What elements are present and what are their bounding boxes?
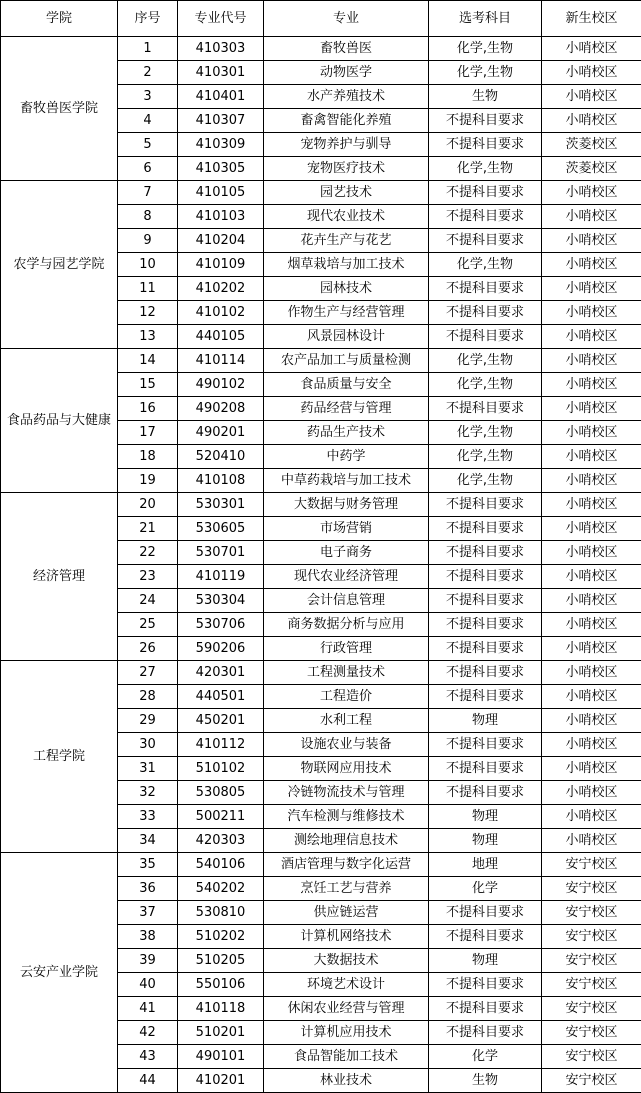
subjects-cell: 化学,生物 bbox=[429, 37, 542, 61]
major-cell: 水利工程 bbox=[264, 709, 429, 733]
major-cell: 测绘地理信息技术 bbox=[264, 829, 429, 853]
campus-cell: 小哨校区 bbox=[542, 541, 641, 565]
subjects-cell: 不提科目要求 bbox=[429, 493, 542, 517]
campus-cell: 小哨校区 bbox=[542, 37, 641, 61]
code-cell: 530304 bbox=[178, 589, 264, 613]
major-cell: 现代农业技术 bbox=[264, 205, 429, 229]
code-cell: 530701 bbox=[178, 541, 264, 565]
major-cell: 供应链运营 bbox=[264, 901, 429, 925]
code-cell: 490201 bbox=[178, 421, 264, 445]
campus-cell: 小哨校区 bbox=[542, 757, 641, 781]
index-cell: 18 bbox=[118, 445, 178, 469]
index-cell: 25 bbox=[118, 613, 178, 637]
index-cell: 40 bbox=[118, 973, 178, 997]
subjects-cell: 不提科目要求 bbox=[429, 685, 542, 709]
code-cell: 410112 bbox=[178, 733, 264, 757]
index-cell: 12 bbox=[118, 301, 178, 325]
subjects-cell: 化学,生物 bbox=[429, 61, 542, 85]
subjects-cell: 化学,生物 bbox=[429, 253, 542, 277]
header-subjects: 选考科目 bbox=[429, 1, 542, 37]
campus-cell: 小哨校区 bbox=[542, 637, 641, 661]
code-cell: 410109 bbox=[178, 253, 264, 277]
subjects-cell: 不提科目要求 bbox=[429, 973, 542, 997]
major-cell: 中草药栽培与加工技术 bbox=[264, 469, 429, 493]
subjects-cell: 不提科目要求 bbox=[429, 325, 542, 349]
code-cell: 410102 bbox=[178, 301, 264, 325]
table-row bbox=[1, 181, 641, 205]
campus-cell: 小哨校区 bbox=[542, 325, 641, 349]
campus-cell: 小哨校区 bbox=[542, 373, 641, 397]
campus-cell: 小哨校区 bbox=[542, 781, 641, 805]
code-cell: 550106 bbox=[178, 973, 264, 997]
index-cell: 19 bbox=[118, 469, 178, 493]
campus-cell: 小哨校区 bbox=[542, 493, 641, 517]
major-cell: 大数据与财务管理 bbox=[264, 493, 429, 517]
campus-cell: 安宁校区 bbox=[542, 1069, 641, 1093]
code-cell: 410103 bbox=[178, 205, 264, 229]
subjects-cell: 不提科目要求 bbox=[429, 613, 542, 637]
major-cell: 农产品加工与质量检测 bbox=[264, 349, 429, 373]
subjects-cell: 不提科目要求 bbox=[429, 661, 542, 685]
subjects-cell: 化学 bbox=[429, 877, 542, 901]
index-cell: 39 bbox=[118, 949, 178, 973]
campus-cell: 小哨校区 bbox=[542, 277, 641, 301]
table-row bbox=[1, 853, 641, 877]
major-cell: 水产养殖技术 bbox=[264, 85, 429, 109]
campus-cell: 安宁校区 bbox=[542, 925, 641, 949]
major-cell: 烟草栽培与加工技术 bbox=[264, 253, 429, 277]
index-cell: 38 bbox=[118, 925, 178, 949]
index-cell: 35 bbox=[118, 853, 178, 877]
code-cell: 540106 bbox=[178, 853, 264, 877]
subjects-cell: 不提科目要求 bbox=[429, 637, 542, 661]
code-cell: 410204 bbox=[178, 229, 264, 253]
subjects-cell: 不提科目要求 bbox=[429, 757, 542, 781]
major-cell: 药品经营与管理 bbox=[264, 397, 429, 421]
index-cell: 24 bbox=[118, 589, 178, 613]
index-cell: 6 bbox=[118, 157, 178, 181]
college-cell: 农学与园艺学院 bbox=[1, 181, 118, 349]
college-cell: 畜牧兽医学院 bbox=[1, 37, 118, 181]
campus-cell: 小哨校区 bbox=[542, 205, 641, 229]
campus-cell: 小哨校区 bbox=[542, 253, 641, 277]
college-cell: 云安产业学院 bbox=[1, 853, 118, 1093]
index-cell: 42 bbox=[118, 1021, 178, 1045]
subjects-cell: 化学,生物 bbox=[429, 421, 542, 445]
index-cell: 8 bbox=[118, 205, 178, 229]
code-cell: 590206 bbox=[178, 637, 264, 661]
code-cell: 440501 bbox=[178, 685, 264, 709]
subjects-cell: 地理 bbox=[429, 853, 542, 877]
campus-cell: 安宁校区 bbox=[542, 973, 641, 997]
index-cell: 16 bbox=[118, 397, 178, 421]
table-row bbox=[1, 349, 641, 373]
index-cell: 28 bbox=[118, 685, 178, 709]
campus-cell: 小哨校区 bbox=[542, 229, 641, 253]
campus-cell: 小哨校区 bbox=[542, 829, 641, 853]
subjects-cell: 不提科目要求 bbox=[429, 181, 542, 205]
index-cell: 7 bbox=[118, 181, 178, 205]
major-cell: 花卉生产与花艺 bbox=[264, 229, 429, 253]
index-cell: 15 bbox=[118, 373, 178, 397]
major-cell: 大数据技术 bbox=[264, 949, 429, 973]
index-cell: 17 bbox=[118, 421, 178, 445]
index-cell: 30 bbox=[118, 733, 178, 757]
subjects-cell: 化学,生物 bbox=[429, 349, 542, 373]
code-cell: 530301 bbox=[178, 493, 264, 517]
index-cell: 33 bbox=[118, 805, 178, 829]
subjects-cell: 不提科目要求 bbox=[429, 397, 542, 421]
table-row bbox=[1, 37, 641, 61]
index-cell: 31 bbox=[118, 757, 178, 781]
major-cell: 计算机网络技术 bbox=[264, 925, 429, 949]
index-cell: 20 bbox=[118, 493, 178, 517]
code-cell: 410119 bbox=[178, 565, 264, 589]
subjects-cell: 不提科目要求 bbox=[429, 133, 542, 157]
index-cell: 27 bbox=[118, 661, 178, 685]
index-cell: 22 bbox=[118, 541, 178, 565]
code-cell: 410108 bbox=[178, 469, 264, 493]
index-cell: 4 bbox=[118, 109, 178, 133]
major-cell: 计算机应用技术 bbox=[264, 1021, 429, 1045]
college-cell: 经济管理 bbox=[1, 493, 118, 661]
code-cell: 520410 bbox=[178, 445, 264, 469]
index-cell: 2 bbox=[118, 61, 178, 85]
major-cell: 作物生产与经营管理 bbox=[264, 301, 429, 325]
code-cell: 410114 bbox=[178, 349, 264, 373]
index-cell: 23 bbox=[118, 565, 178, 589]
subjects-cell: 不提科目要求 bbox=[429, 277, 542, 301]
header-index: 序号 bbox=[118, 1, 178, 37]
major-cell: 冷链物流技术与管理 bbox=[264, 781, 429, 805]
major-cell: 宠物医疗技术 bbox=[264, 157, 429, 181]
table-row bbox=[1, 661, 641, 685]
college-cell: 工程学院 bbox=[1, 661, 118, 853]
campus-cell: 安宁校区 bbox=[542, 997, 641, 1021]
subjects-cell: 不提科目要求 bbox=[429, 925, 542, 949]
campus-cell: 安宁校区 bbox=[542, 1045, 641, 1069]
code-cell: 410105 bbox=[178, 181, 264, 205]
code-cell: 530605 bbox=[178, 517, 264, 541]
subjects-cell: 物理 bbox=[429, 709, 542, 733]
subjects-cell: 生物 bbox=[429, 1069, 542, 1093]
index-cell: 21 bbox=[118, 517, 178, 541]
campus-cell: 茨菱校区 bbox=[542, 133, 641, 157]
table-body bbox=[1, 37, 641, 1093]
campus-cell: 小哨校区 bbox=[542, 733, 641, 757]
campus-cell: 小哨校区 bbox=[542, 85, 641, 109]
subjects-cell: 物理 bbox=[429, 805, 542, 829]
major-cell: 畜禽智能化养殖 bbox=[264, 109, 429, 133]
major-cell: 工程造价 bbox=[264, 685, 429, 709]
major-cell: 宠物养护与驯导 bbox=[264, 133, 429, 157]
major-cell: 烹饪工艺与营养 bbox=[264, 877, 429, 901]
index-cell: 26 bbox=[118, 637, 178, 661]
index-cell: 13 bbox=[118, 325, 178, 349]
index-cell: 3 bbox=[118, 85, 178, 109]
campus-cell: 安宁校区 bbox=[542, 853, 641, 877]
major-cell: 环境艺术设计 bbox=[264, 973, 429, 997]
subjects-cell: 物理 bbox=[429, 949, 542, 973]
major-cell: 园林技术 bbox=[264, 277, 429, 301]
major-cell: 电子商务 bbox=[264, 541, 429, 565]
campus-cell: 小哨校区 bbox=[542, 61, 641, 85]
subjects-cell: 化学 bbox=[429, 1045, 542, 1069]
index-cell: 36 bbox=[118, 877, 178, 901]
subjects-cell: 化学,生物 bbox=[429, 469, 542, 493]
code-cell: 410309 bbox=[178, 133, 264, 157]
major-cell: 动物医学 bbox=[264, 61, 429, 85]
subjects-cell: 不提科目要求 bbox=[429, 301, 542, 325]
index-cell: 9 bbox=[118, 229, 178, 253]
subjects-cell: 不提科目要求 bbox=[429, 901, 542, 925]
campus-cell: 小哨校区 bbox=[542, 181, 641, 205]
campus-cell: 小哨校区 bbox=[542, 469, 641, 493]
major-cell: 物联网应用技术 bbox=[264, 757, 429, 781]
code-cell: 510202 bbox=[178, 925, 264, 949]
subjects-cell: 不提科目要求 bbox=[429, 565, 542, 589]
subjects-cell: 物理 bbox=[429, 829, 542, 853]
subjects-cell: 不提科目要求 bbox=[429, 541, 542, 565]
campus-cell: 小哨校区 bbox=[542, 109, 641, 133]
major-cell: 食品智能加工技术 bbox=[264, 1045, 429, 1069]
major-cell: 设施农业与装备 bbox=[264, 733, 429, 757]
table-header bbox=[1, 1, 641, 37]
campus-cell: 小哨校区 bbox=[542, 445, 641, 469]
subjects-cell: 不提科目要求 bbox=[429, 517, 542, 541]
code-cell: 410201 bbox=[178, 1069, 264, 1093]
campus-cell: 小哨校区 bbox=[542, 685, 641, 709]
campus-cell: 小哨校区 bbox=[542, 349, 641, 373]
campus-cell: 安宁校区 bbox=[542, 901, 641, 925]
code-cell: 510201 bbox=[178, 1021, 264, 1045]
code-cell: 530706 bbox=[178, 613, 264, 637]
subjects-cell: 不提科目要求 bbox=[429, 205, 542, 229]
major-cell: 工程测量技术 bbox=[264, 661, 429, 685]
header-college: 学院 bbox=[1, 1, 118, 37]
major-cell: 酒店管理与数字化运营 bbox=[264, 853, 429, 877]
subjects-cell: 不提科目要求 bbox=[429, 1021, 542, 1045]
code-cell: 420303 bbox=[178, 829, 264, 853]
code-cell: 490101 bbox=[178, 1045, 264, 1069]
index-cell: 32 bbox=[118, 781, 178, 805]
subjects-cell: 化学,生物 bbox=[429, 445, 542, 469]
index-cell: 44 bbox=[118, 1069, 178, 1093]
subjects-cell: 化学,生物 bbox=[429, 157, 542, 181]
major-cell: 商务数据分析与应用 bbox=[264, 613, 429, 637]
code-cell: 510102 bbox=[178, 757, 264, 781]
header-code: 专业代号 bbox=[178, 1, 264, 37]
code-cell: 440105 bbox=[178, 325, 264, 349]
subjects-cell: 不提科目要求 bbox=[429, 109, 542, 133]
index-cell: 11 bbox=[118, 277, 178, 301]
major-cell: 现代农业经济管理 bbox=[264, 565, 429, 589]
campus-cell: 小哨校区 bbox=[542, 565, 641, 589]
index-cell: 5 bbox=[118, 133, 178, 157]
code-cell: 540202 bbox=[178, 877, 264, 901]
index-cell: 34 bbox=[118, 829, 178, 853]
campus-cell: 小哨校区 bbox=[542, 397, 641, 421]
code-cell: 490208 bbox=[178, 397, 264, 421]
campus-cell: 小哨校区 bbox=[542, 421, 641, 445]
campus-cell: 安宁校区 bbox=[542, 949, 641, 973]
campus-cell: 小哨校区 bbox=[542, 301, 641, 325]
index-cell: 37 bbox=[118, 901, 178, 925]
index-cell: 29 bbox=[118, 709, 178, 733]
major-cell: 畜牧兽医 bbox=[264, 37, 429, 61]
code-cell: 490102 bbox=[178, 373, 264, 397]
header-major: 专业 bbox=[264, 1, 429, 37]
campus-cell: 茨菱校区 bbox=[542, 157, 641, 181]
code-cell: 410301 bbox=[178, 61, 264, 85]
campus-cell: 小哨校区 bbox=[542, 709, 641, 733]
major-cell: 林业技术 bbox=[264, 1069, 429, 1093]
campus-cell: 小哨校区 bbox=[542, 613, 641, 637]
code-cell: 500211 bbox=[178, 805, 264, 829]
code-cell: 510205 bbox=[178, 949, 264, 973]
code-cell: 410401 bbox=[178, 85, 264, 109]
code-cell: 410202 bbox=[178, 277, 264, 301]
major-cell: 园艺技术 bbox=[264, 181, 429, 205]
major-cell: 市场营销 bbox=[264, 517, 429, 541]
college-cell: 食品药品与大健康 bbox=[1, 349, 118, 493]
table-row bbox=[1, 493, 641, 517]
subjects-cell: 不提科目要求 bbox=[429, 997, 542, 1021]
campus-cell: 小哨校区 bbox=[542, 589, 641, 613]
major-cell: 中药学 bbox=[264, 445, 429, 469]
code-cell: 420301 bbox=[178, 661, 264, 685]
subjects-cell: 不提科目要求 bbox=[429, 781, 542, 805]
header-campus: 新生校区 bbox=[542, 1, 641, 37]
code-cell: 530810 bbox=[178, 901, 264, 925]
subjects-cell: 生物 bbox=[429, 85, 542, 109]
code-cell: 410305 bbox=[178, 157, 264, 181]
major-cell: 风景园林设计 bbox=[264, 325, 429, 349]
subjects-cell: 不提科目要求 bbox=[429, 229, 542, 253]
code-cell: 410307 bbox=[178, 109, 264, 133]
subjects-cell: 不提科目要求 bbox=[429, 589, 542, 613]
index-cell: 10 bbox=[118, 253, 178, 277]
major-cell: 药品生产技术 bbox=[264, 421, 429, 445]
major-cell: 行政管理 bbox=[264, 637, 429, 661]
major-cell: 汽车检测与维修技术 bbox=[264, 805, 429, 829]
code-cell: 410303 bbox=[178, 37, 264, 61]
code-cell: 450201 bbox=[178, 709, 264, 733]
code-cell: 410118 bbox=[178, 997, 264, 1021]
campus-cell: 小哨校区 bbox=[542, 661, 641, 685]
campus-cell: 安宁校区 bbox=[542, 1021, 641, 1045]
index-cell: 41 bbox=[118, 997, 178, 1021]
header-row bbox=[1, 1, 641, 37]
subjects-cell: 不提科目要求 bbox=[429, 733, 542, 757]
campus-cell: 安宁校区 bbox=[542, 877, 641, 901]
campus-cell: 小哨校区 bbox=[542, 517, 641, 541]
index-cell: 1 bbox=[118, 37, 178, 61]
major-cell: 会计信息管理 bbox=[264, 589, 429, 613]
major-cell: 休闲农业经营与管理 bbox=[264, 997, 429, 1021]
index-cell: 14 bbox=[118, 349, 178, 373]
campus-cell: 小哨校区 bbox=[542, 805, 641, 829]
major-cell: 食品质量与安全 bbox=[264, 373, 429, 397]
index-cell: 43 bbox=[118, 1045, 178, 1069]
subjects-cell: 化学,生物 bbox=[429, 373, 542, 397]
code-cell: 530805 bbox=[178, 781, 264, 805]
